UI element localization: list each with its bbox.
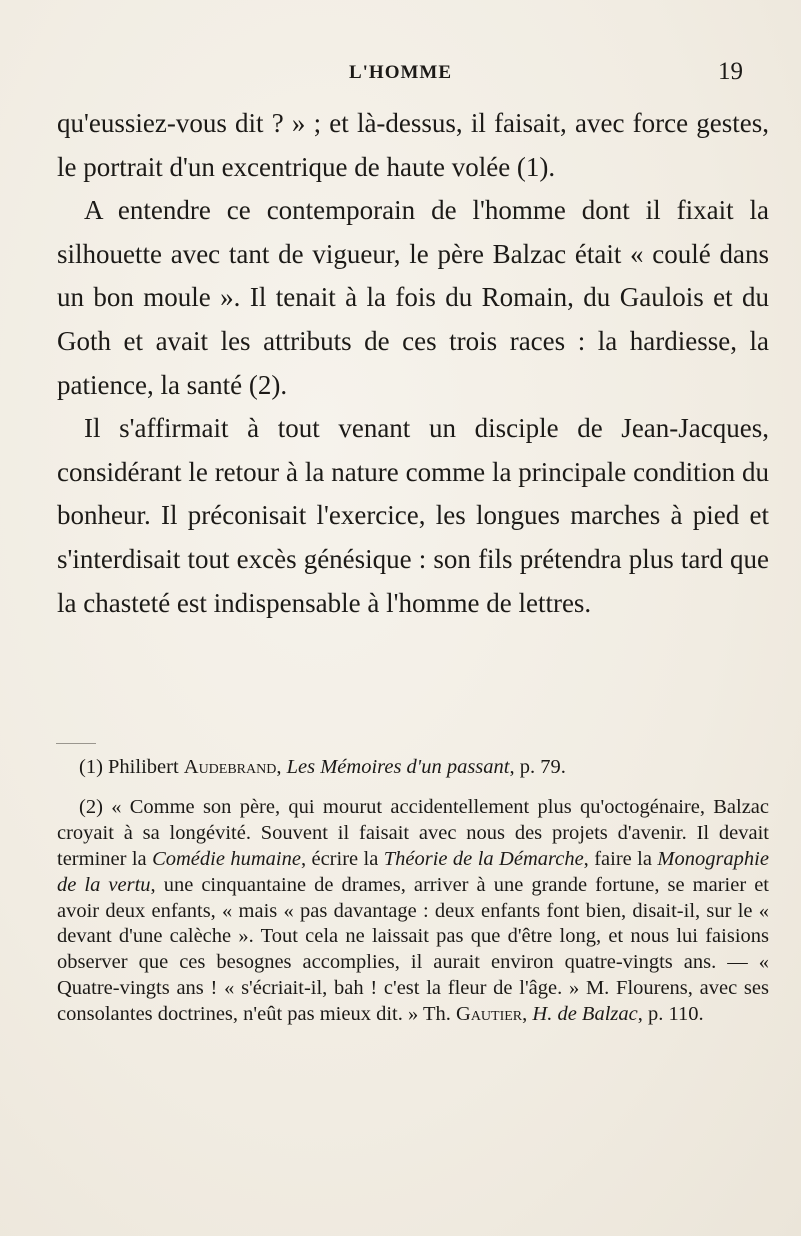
- footnote-1: [57, 755, 769, 781]
- page-number: 19: [718, 58, 743, 85]
- footnote-2-text-d: , une cinquantaine de drames, arriver à une grande fortune, se marier et avoir deux enfants, « mais « pas davantage : deux enfants font bien, disait-il, sur le « devant d'une calèche ». Tout cela ne laissait pas que d'être long, et nous lui faisions observer que ces besognes accomplies, il aurait environ quatre-vingts ans. — « Quatre-vingts ans ! « s'écriait-il, bah ! c'est la fleur de l'âge. » M. Flourens, avec ses consolantes doctrines, n'eût pas mieux dit. » Th.: [57, 873, 769, 1026]
- footnote-1-text-b: ,: [276, 756, 287, 778]
- footnote-2-text-c: , faire la: [583, 847, 658, 870]
- footnote-2-text-f: , p. 110.: [637, 1003, 704, 1026]
- paragraph-1: qu'eussiez-vous dit ? » ; et là-dessus, il faisait, avec force gestes, le portrait d'un excentrique de haute volée (1).: [57, 108, 769, 182]
- footnote-2-text-b: , écrire la: [300, 847, 384, 870]
- footnote-separator: [56, 743, 96, 744]
- running-head: [0, 58, 801, 88]
- footnote-1-text-a: (1) Philibert: [79, 756, 184, 778]
- footnote-2-text-a: (2) « Comme son père, qui mourut accidentellement plus qu'octogénaire, Balzac croyait à sa longévité. Souvent il faisait avec nous des projets d'avenir. Il devait terminer la: [57, 795, 769, 870]
- footnote-2-title-monographie: Monographie de la vertu: [57, 847, 769, 896]
- footnote-2: [57, 795, 769, 1028]
- footnote-2-author: Gautier: [456, 1003, 523, 1026]
- footnote-2-text-e: ,: [522, 1003, 533, 1026]
- paragraph-2: A entendre ce contemporain de l'homme dont il fixait la silhouette avec tant de vigueur, le père Balzac était « coulé dans un bon moule ». Il tenait à la fois du Romain, du Gaulois et du Goth et avait les attributs de ces trois races : la hardiesse, la patience, la santé (2).: [57, 195, 769, 400]
- footnote-2-title-comedie: Comédie humaine: [152, 847, 301, 870]
- running-title: L'HOMME: [348, 62, 453, 83]
- footnote-2-title-balzac: H. de Balzac: [532, 1003, 638, 1026]
- footnote-1-author: Audebrand: [183, 756, 277, 778]
- footnote-1-title: Les Mémoires d'un passant: [286, 756, 510, 778]
- footnotes: [57, 755, 769, 1032]
- body-text: [57, 102, 769, 625]
- footnote-1-text-c: , p. 79.: [509, 756, 566, 778]
- paragraph-3: Il s'affirmait à tout venant un disciple de Jean-Jacques, considérant le retour à la nature comme la principale condition du bonheur. Il préconisait l'exercice, les longues marches à pied et s'interdisait tout excès génésique : son fils prétendra plus tard que la chasteté est indispensable à l'homme de lettres.: [57, 413, 769, 618]
- footnote-2-title-theorie: Théorie de la Démarche: [383, 847, 584, 870]
